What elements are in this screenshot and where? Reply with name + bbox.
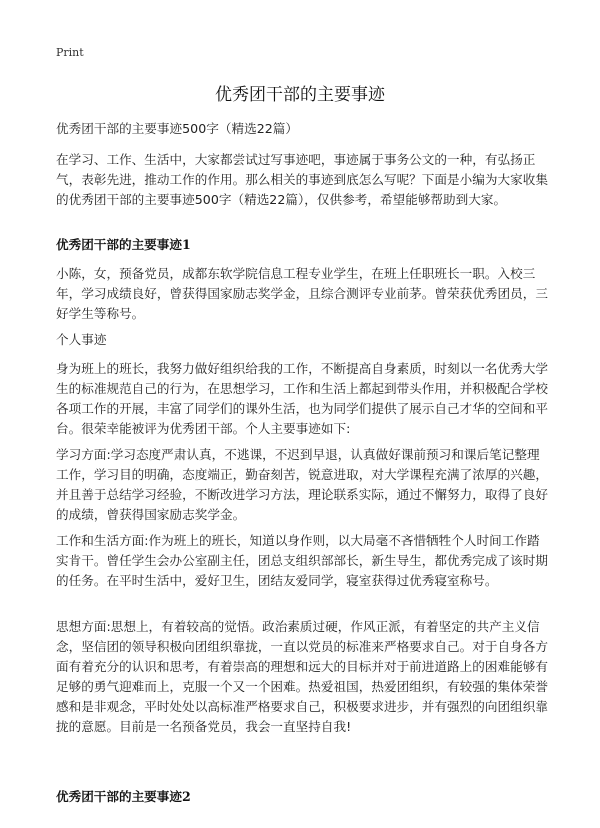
section-1-paragraph-1: 小陈，女，预备党员，成都东软学院信息工程专业学生，在班上任职班长一职。入校三年，学习成绩良好，曾获得国家励志奖学金，且综合测评专业前茅。曾荣获优秀团员，三好学生等称号。 bbox=[56, 266, 548, 321]
section-1-subheading: 个人事迹 bbox=[56, 332, 107, 347]
section-heading-1: 优秀团干部的主要事迹1 bbox=[56, 237, 191, 252]
section-1-paragraph-4: 工作和生活方面:作为班上的班长，知道以身作则，以大局毫不吝惜牺牲个人时间工作踏实肯干。曾任学生会办公室副主任，团总支组织部部长，新生导生，都优秀完成了该时期的任务。在平时生活中，爱好卫生，团结友爱同学，寝室获得过优秀寝室称号。 bbox=[56, 533, 548, 588]
section-1-paragraph-2: 身为班上的班长，我努力做好组织给我的工作，不断提高自身素质，时刻以一名优秀大学生的标准规范自己的行为，在思想学习，工作和生活上都起到带头作用，并积极配合学校各项工作的开展，丰富了同学们的课外生活，也为同学们提供了展示自己才华的空间和平台。很荣幸能被评为优秀团干部。个人主要事迹如下: bbox=[56, 361, 548, 436]
section-1-paragraph-5: 思想方面:思想上，有着较高的觉悟。政治素质过硬，作风正派，有着坚定的共产主义信念，坚信团的领导积极向团组织靠拢，一直以党员的标准来严格要求自己。对于自身各方面有着充分的认识和思考，有着崇高的理想和远大的目标并对于前进道路上的困难能够有足够的勇气迎难而上，克服一个又一个困难。热爱祖国，热爱团组织，有较强的集体荣誉感和是非观念，平时处处以高标准严格要求自己，积极要求进步，并有强烈的向团组织靠拢的意愿。目前是一名预备党员，我会一直坚持自我! bbox=[56, 619, 548, 734]
page-title: 优秀团干部的主要事迹 bbox=[215, 85, 385, 105]
intro-paragraph: 在学习、工作、生活中，大家都尝试过写事迹吧，事迹属于事务公文的一种，有弘扬正气，表彰先进，推动工作的作用。那么相关的事迹到底怎么写呢？下面是小编为大家收集的优秀团干部的主要事迹500字（精选22篇），仅供参考，希望能够帮助到大家。 bbox=[56, 152, 548, 207]
print-link[interactable]: Print bbox=[56, 46, 84, 59]
section-heading-2: 优秀团干部的主要事迹2 bbox=[56, 789, 191, 804]
section-1-paragraph-3: 学习方面:学习态度严肃认真，不逃课，不迟到早退，认真做好课前预习和课后笔记整理工作，学习目的明确，态度端正，勤奋刻苦，锐意进取，对大学课程充满了浓厚的兴趣，并且善于总结学习经验，不断改进学习方法，理论联系实际，通过不懈努力，取得了良好的成绩，曾获得国家励志奖学金。 bbox=[56, 447, 548, 522]
document-subtitle: 优秀团干部的主要事迹500字（精选22篇） bbox=[56, 121, 298, 136]
